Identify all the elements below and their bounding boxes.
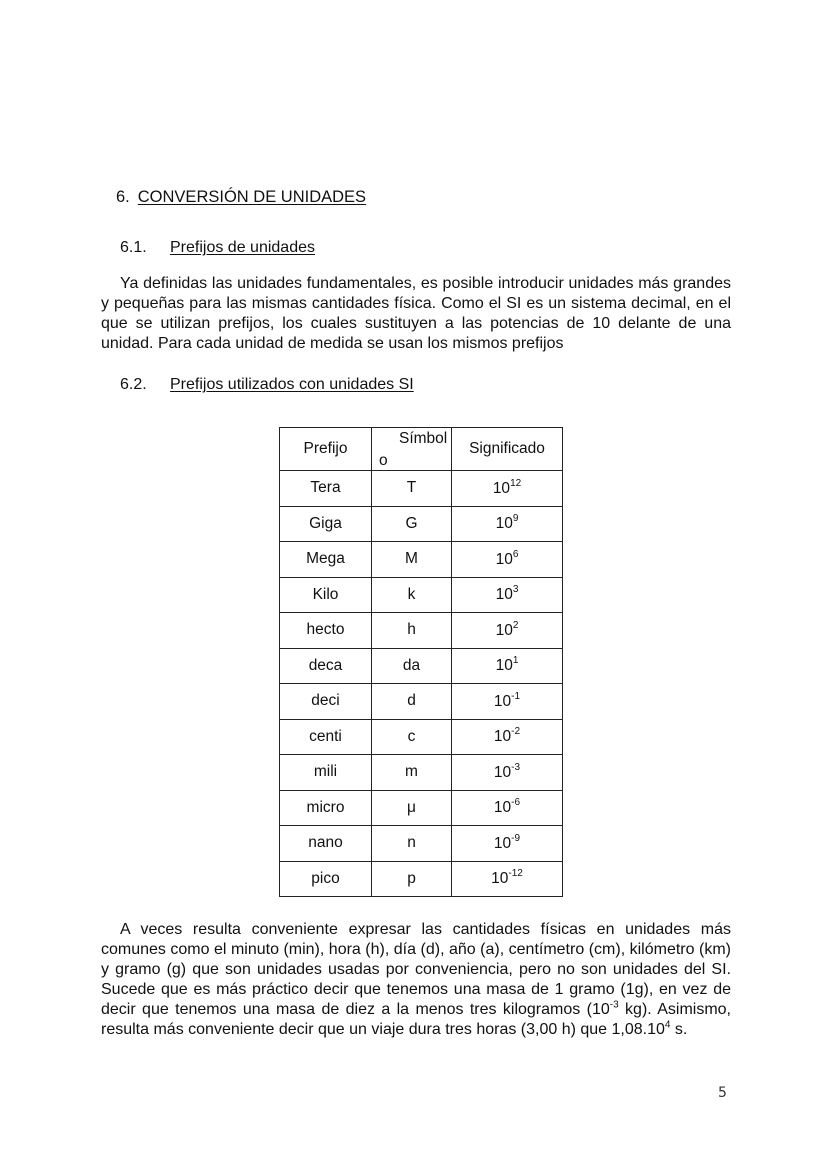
table-row xyxy=(280,648,563,684)
cell-simbolo: d xyxy=(372,684,452,720)
table-row xyxy=(280,826,563,862)
exponent-1: -3 xyxy=(609,999,619,1011)
table-row xyxy=(280,613,563,649)
cell-significado xyxy=(452,861,563,897)
power-base: 10 xyxy=(493,834,512,852)
cell-simbolo: G xyxy=(372,506,452,542)
power-base: 10 xyxy=(495,586,513,604)
power-exponent: 12 xyxy=(510,477,522,489)
cell-simbolo: μ xyxy=(372,790,452,826)
table-row xyxy=(280,542,563,578)
cell-prefijo: nano xyxy=(280,826,372,862)
subsection-title: Prefijos de unidades xyxy=(170,239,315,256)
power-base: 10 xyxy=(493,799,512,817)
cell-prefijo: hecto xyxy=(280,613,372,649)
power-base: 10 xyxy=(491,870,509,888)
table-row xyxy=(280,861,563,897)
table-row xyxy=(280,719,563,755)
cell-simbolo: p xyxy=(372,861,452,897)
header-simbolo-line2: o xyxy=(379,452,388,469)
closing-text-1: A veces resulta conveniente expresar las cantidades físicas en unidades más comunes como el minuto (min), hora (h), día (d), año (a), centímetro (cm), kilómetro (km) y gramo (g) que son unidades usadas por conveniencia, pero no son unidades del SI. Sucede que es más práctico decir que tenemos una masa de 1 gramo (1g), en vez de decir que tenemos una masa de diez a la menos tres kilogramos (10 xyxy=(101,921,731,1018)
closing-paragraph xyxy=(101,920,731,1040)
cell-significado xyxy=(452,755,563,791)
cell-significado xyxy=(452,648,563,684)
power-exponent: 9 xyxy=(512,513,519,525)
cell-prefijo: Tera xyxy=(280,471,372,507)
power-base: 10 xyxy=(495,621,513,639)
cell-prefijo: mili xyxy=(280,755,372,791)
cell-prefijo: pico xyxy=(280,861,372,897)
si-prefix-table xyxy=(279,427,563,897)
cell-prefijo: micro xyxy=(280,790,372,826)
cell-significado xyxy=(452,719,563,755)
cell-simbolo: k xyxy=(372,577,452,613)
cell-prefijo: Mega xyxy=(280,542,372,578)
closing-text-2: kg). Asimismo, resulta más conveniente decir que un viaje dura tres horas (3,00 h) que 1,08.10 xyxy=(101,1001,731,1038)
power-base: 10 xyxy=(495,515,513,533)
cell-prefijo: deci xyxy=(280,684,372,720)
subsection-heading-6-1 xyxy=(120,239,315,257)
closing-text-3: s. xyxy=(670,1021,688,1038)
cell-significado xyxy=(452,613,563,649)
power-exponent: -1 xyxy=(511,690,521,702)
cell-significado xyxy=(452,471,563,507)
header-simbolo xyxy=(372,428,452,471)
cell-significado xyxy=(452,790,563,826)
section-heading xyxy=(116,188,366,207)
power-base: 10 xyxy=(495,657,513,675)
power-exponent: 1 xyxy=(512,655,519,667)
table-row xyxy=(280,755,563,791)
table-row xyxy=(280,471,563,507)
power-base: 10 xyxy=(493,728,512,746)
power-base: 10 xyxy=(495,550,513,568)
power-exponent: 2 xyxy=(512,619,519,631)
power-base: 10 xyxy=(493,692,512,710)
power-exponent: -9 xyxy=(511,832,521,844)
cell-simbolo: n xyxy=(372,826,452,862)
section-title: CONVERSIÓN DE UNIDADES xyxy=(137,188,367,206)
cell-significado xyxy=(452,542,563,578)
cell-simbolo: m xyxy=(372,755,452,791)
intro-paragraph: Ya definidas las unidades fundamentales, es posible introducir unidades más grandes y pequeñas para las mismas cantidades física. Como el SI es un sistema decimal, en el que se utilizan prefijos, los cuales sustituyen a las potencias de 10 delante de una unidad. Para cada unidad de medida se usan los mismos prefijos xyxy=(101,275,731,352)
power-exponent: -12 xyxy=(508,868,523,880)
page-number: 5 xyxy=(718,1085,727,1101)
cell-simbolo: c xyxy=(372,719,452,755)
cell-significado xyxy=(452,577,563,613)
power-exponent: -6 xyxy=(511,797,521,809)
cell-prefijo: centi xyxy=(280,719,372,755)
section-number: 6. xyxy=(116,188,130,206)
table-row xyxy=(280,790,563,826)
table-header-row xyxy=(280,428,563,471)
header-simbolo-line1: Símbol xyxy=(399,430,448,447)
power-exponent: 6 xyxy=(512,548,519,560)
cell-prefijo: Kilo xyxy=(280,577,372,613)
exponent-2: 4 xyxy=(664,1019,671,1031)
cell-significado xyxy=(452,826,563,862)
header-prefijo: Prefijo xyxy=(280,428,372,471)
subsection-title: Prefijos utilizados con unidades SI xyxy=(170,376,414,393)
header-significado: Significado xyxy=(452,428,563,471)
table-row xyxy=(280,577,563,613)
table-row xyxy=(280,506,563,542)
cell-significado xyxy=(452,684,563,720)
subsection-number: 6.2. xyxy=(120,376,147,393)
power-exponent: -2 xyxy=(511,726,521,738)
cell-simbolo: M xyxy=(372,542,452,578)
power-base: 10 xyxy=(493,763,512,781)
subsection-heading-6-2 xyxy=(120,376,414,394)
subsection-number: 6.1. xyxy=(120,239,147,256)
cell-simbolo: da xyxy=(372,648,452,684)
cell-significado xyxy=(452,506,563,542)
cell-simbolo: T xyxy=(372,471,452,507)
power-base: 10 xyxy=(492,479,511,497)
power-exponent: -3 xyxy=(511,761,521,773)
table-row xyxy=(280,684,563,720)
cell-simbolo: h xyxy=(372,613,452,649)
cell-prefijo: Giga xyxy=(280,506,372,542)
power-exponent: 3 xyxy=(512,584,519,596)
cell-prefijo: deca xyxy=(280,648,372,684)
